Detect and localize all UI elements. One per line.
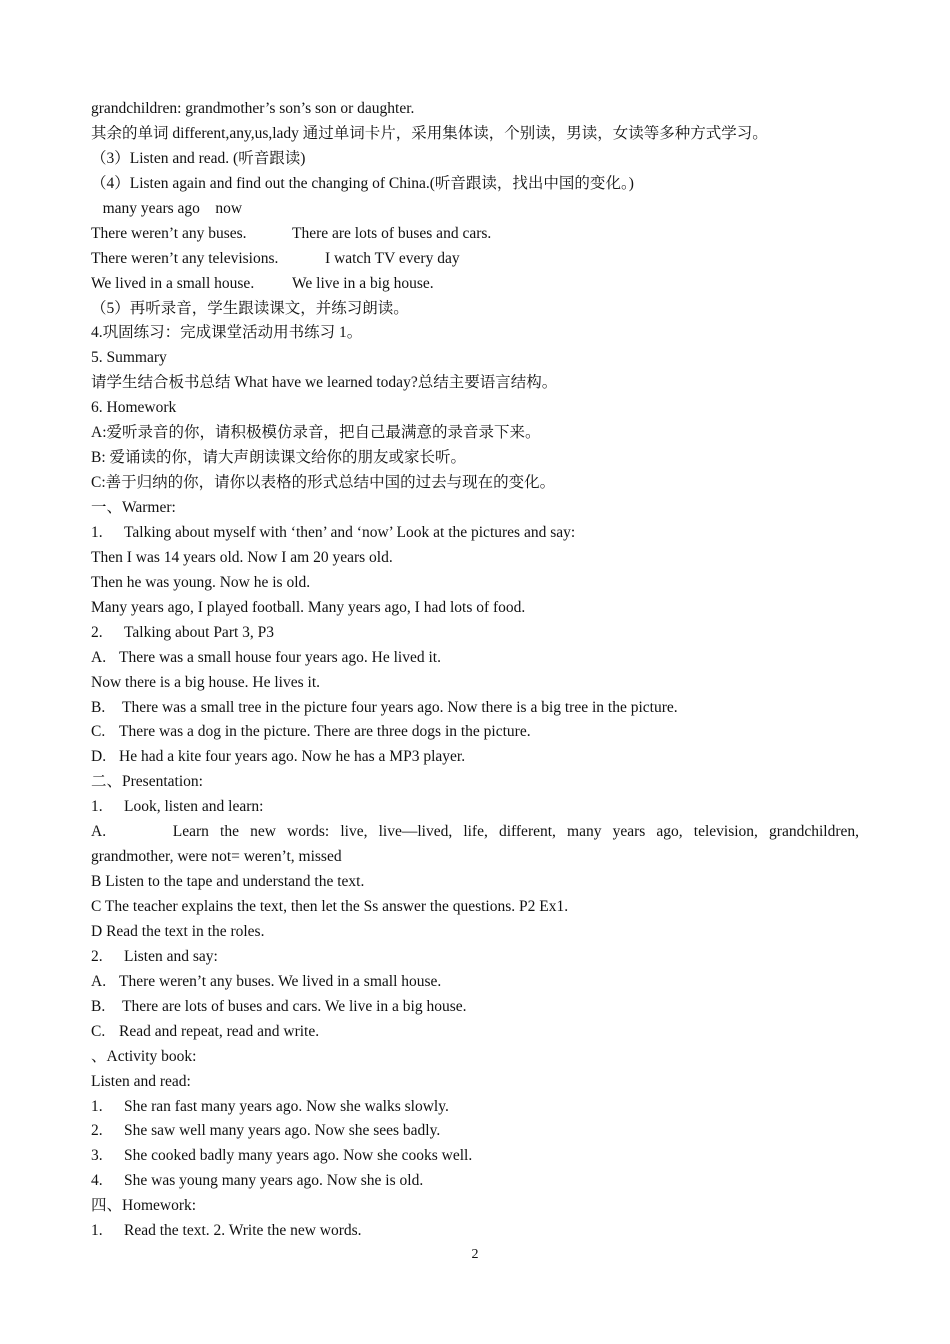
- text-line: grandchildren: grandmother’s son’s son or daughter.: [91, 100, 415, 117]
- lettered-item: B. There are lots of buses and cars. We live in a big house.: [91, 997, 467, 1015]
- document-body: [91, 97, 859, 1244]
- lettered-item: D. He had a kite four years ago. Now he has a MP3 player.: [91, 748, 466, 766]
- text-line: （3）Listen and read. (听音跟读): [91, 149, 306, 167]
- justified-line: A. Learn the new words: live, live—lived, life, different, many years ago, television, grandchildren,: [91, 823, 859, 841]
- text-line: Then he was young. Now he is old.: [91, 573, 311, 591]
- section-heading: 一、Warmer:: [91, 499, 176, 516]
- text-line: （4）Listen again and find out the changing of China.(听音跟读，找出中国的变化。): [91, 174, 634, 192]
- text-line: grandmother, were not= weren’t, missed: [91, 848, 342, 866]
- text-line: Many years ago, I played football. Many years ago, I had lots of food.: [91, 598, 526, 616]
- text-line: Listen and read:: [91, 1072, 191, 1090]
- comparison-row: There weren’t any televisions. I watch TV every day: [91, 249, 460, 267]
- numbered-item: 3. She cooked badly many years ago. Now she cooks well.: [91, 1147, 473, 1165]
- text-line: 请学生结合板书总结 What have we learned today?总结主要语言结构。: [91, 374, 558, 392]
- lettered-item: B. There was a small tree in the picture four years ago. Now there is a big tree in the picture.: [91, 698, 678, 716]
- numbered-item: 4. She was young many years ago. Now she is old.: [91, 1172, 424, 1190]
- comparison-row: There weren’t any buses. There are lots of buses and cars.: [91, 224, 492, 242]
- lettered-item: C. There was a dog in the picture. There are three dogs in the picture.: [91, 723, 531, 741]
- section-heading: 、Activity book:: [91, 1047, 197, 1065]
- numbered-item: 2. Listen and say:: [91, 947, 218, 965]
- page-number: 2: [471, 1247, 479, 1262]
- table-header-line: many years ago now: [91, 199, 243, 217]
- text-line: D Read the text in the roles.: [91, 922, 265, 940]
- lettered-item: A. There was a small house four years ago. He lived it.: [91, 648, 441, 666]
- numbered-item: 2. Talking about Part 3, P3: [91, 623, 275, 641]
- section-heading: 5. Summary: [91, 349, 167, 367]
- section-heading: 四、Homework:: [91, 1197, 197, 1215]
- numbered-item: 1. Read the text. 2. Write the new words.: [91, 1222, 362, 1240]
- lettered-item: C. Read and repeat, read and write.: [91, 1022, 320, 1040]
- lettered-item: A. There weren’t any buses. We lived in a small house.: [91, 972, 442, 990]
- numbered-item: 1. Talking about myself with ‘then’ and ‘now’ Look at the pictures and say:: [91, 523, 576, 541]
- numbered-item: 1. Look, listen and learn:: [91, 798, 264, 816]
- section-heading: 二、Presentation:: [91, 773, 203, 791]
- text-line: 其余的单词 different,any,us,lady 通过单词卡片，采用集体读，个别读，男读，女读等多种方式学习。: [91, 124, 768, 142]
- text-line: （5）再听录音，学生跟读课文，并练习朗读。: [91, 299, 409, 317]
- text-line: C The teacher explains the text, then let the Ss answer the questions. P2 Ex1.: [91, 898, 569, 915]
- numbered-item: 2. She saw well many years ago. Now she sees badly.: [91, 1122, 441, 1140]
- text-line: Then I was 14 years old. Now I am 20 years old.: [91, 548, 393, 566]
- text-line: Now there is a big house. He lives it.: [91, 673, 321, 691]
- text-line: B: 爱诵读的你，请大声朗读课文给你的朋友或家长听。: [91, 449, 467, 467]
- section-heading: 6. Homework: [91, 399, 177, 417]
- numbered-item: 1. She ran fast many years ago. Now she walks slowly.: [91, 1097, 449, 1115]
- comparison-row: We lived in a small house. We live in a big house.: [91, 274, 434, 292]
- text-line: C:善于归纳的你，请你以表格的形式总结中国的过去与现在的变化。: [91, 474, 556, 492]
- text-line: 4.巩固练习：完成课堂活动用书练习 1。: [91, 324, 363, 342]
- text-line: A:爱听录音的你，请积极模仿录音，把自己最满意的录音录下来。: [91, 424, 541, 442]
- text-line: B Listen to the tape and understand the text.: [91, 873, 365, 891]
